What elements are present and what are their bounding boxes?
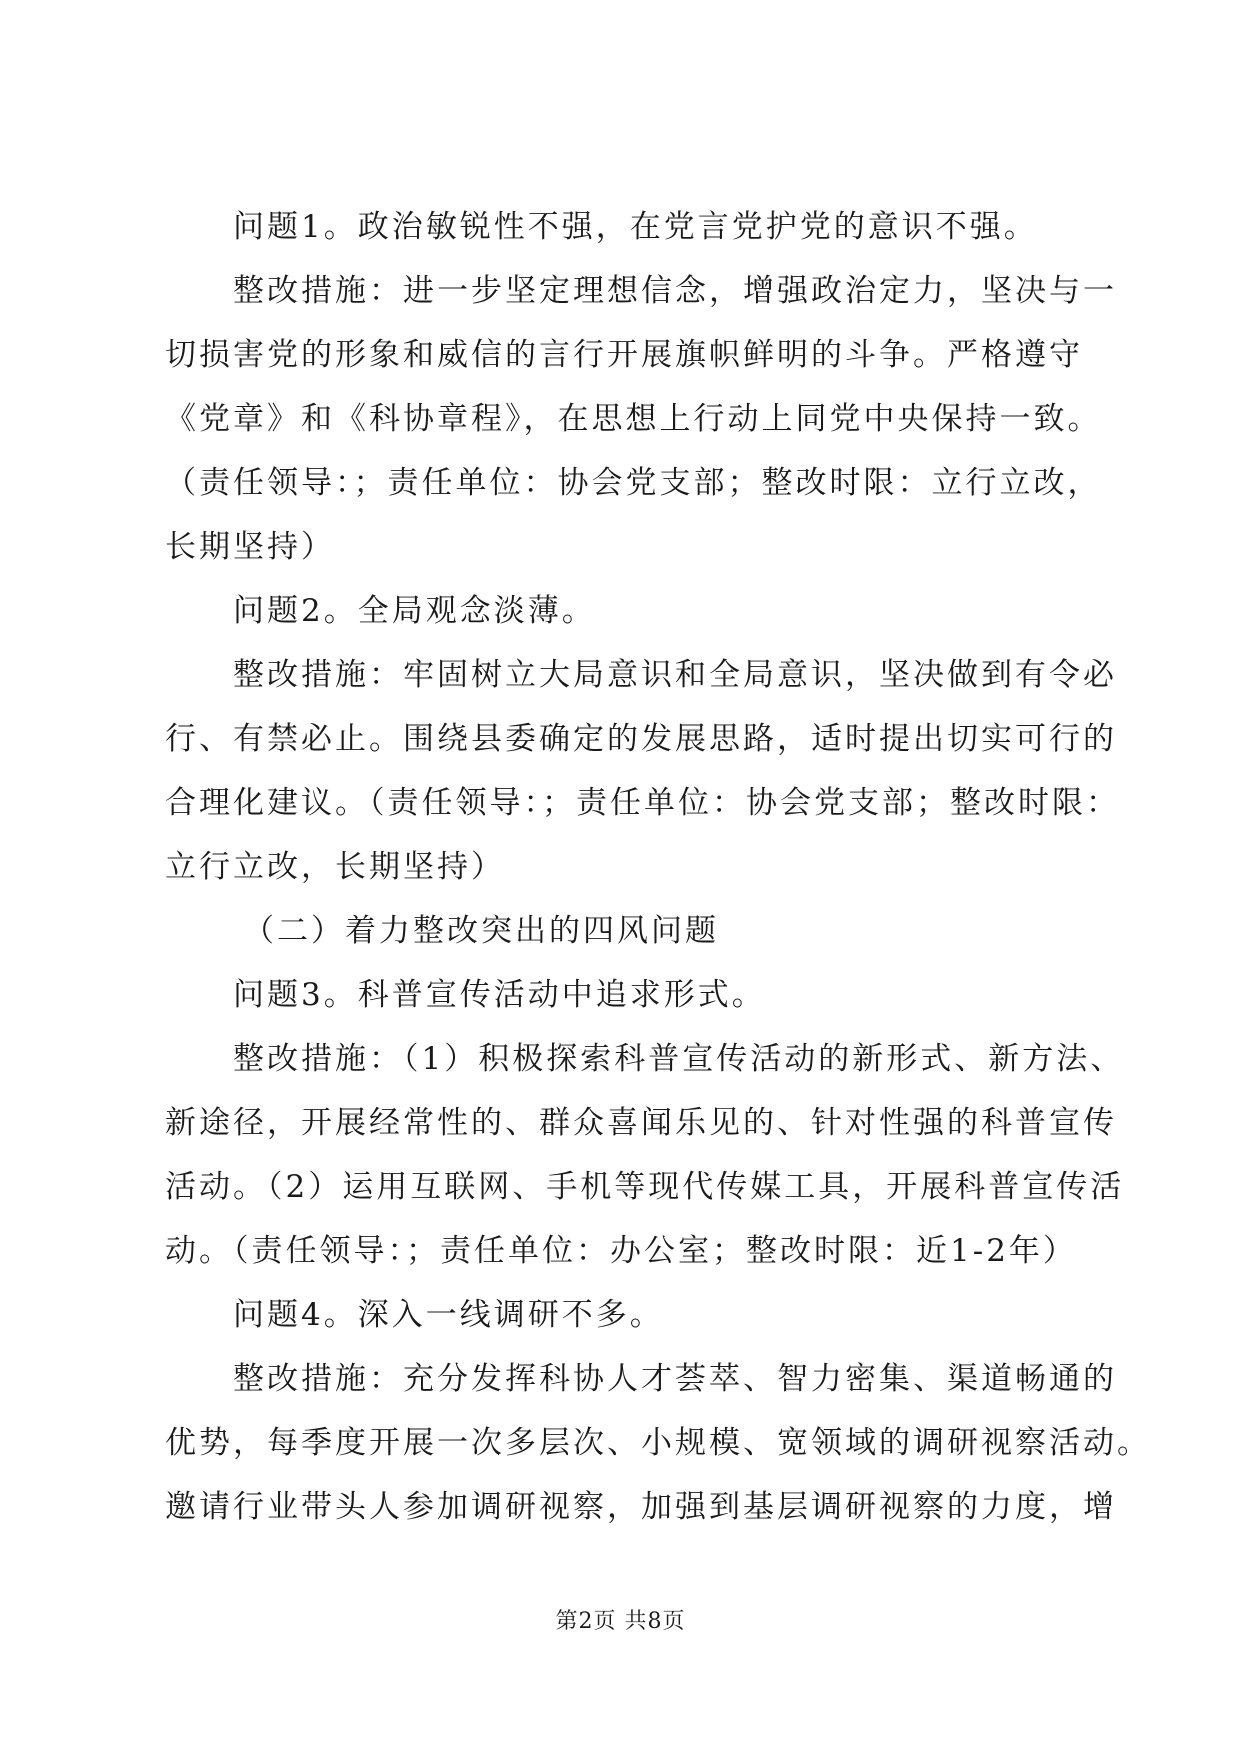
paragraph-line: 整改措施：充分发挥科协人才荟萃、智力密集、渠道畅通的	[233, 1361, 1117, 1397]
paragraph-line: 整改措施：进一步坚定理想信念，增强政治定力，坚决与一	[233, 273, 1117, 309]
paragraph-line: 《党章》和《科协章程》，在思想上行动上同党中央保持一致。	[165, 401, 1102, 437]
paragraph-line: 合理化建议。（责任领导：；责任单位：协会党支部；整改时限：	[165, 785, 1120, 821]
paragraph-line: 活动。（2）运用互联网、手机等现代传媒工具，开展科普宣传活	[165, 1169, 1125, 1205]
document-body	[165, 195, 1151, 1539]
paragraph-line: 邀请行业带头人参加调研视察，加强到基层调研视察的力度，增	[165, 1489, 1117, 1525]
paragraph-line: 新途径，开展经常性的、群众喜闻乐见的、针对性强的科普宣传	[165, 1105, 1117, 1141]
paragraph-line: 立行立改，长期坚持）	[165, 849, 505, 885]
paragraph-line: 长期坚持）	[165, 529, 335, 565]
paragraph-line: 问题2。全局观念淡薄。	[233, 593, 596, 629]
page-number-footer: 第2页 共8页	[555, 1609, 686, 1634]
paragraph-line: 优势，每季度开展一次多层次、小规模、宽领域的调研视察活动。	[165, 1425, 1151, 1461]
paragraph-line: 整改措施：牢固树立大局意识和全局意识，坚决做到有令必	[233, 657, 1117, 693]
paragraph-line: 问题3。科普宣传活动中追求形式。	[233, 977, 766, 1013]
paragraph-line: 行、有禁必止。围绕县委确定的发展思路，适时提出切实可行的	[165, 721, 1117, 757]
paragraph-line: 动。（责任领导：；责任单位：办公室；整改时限：近1-2年）	[165, 1233, 1077, 1269]
paragraph-line: 问题4。深入一线调研不多。	[233, 1297, 664, 1333]
paragraph-line: 问题1。政治敏锐性不强，在党言党护党的意识不强。	[233, 209, 1038, 245]
paragraph-line: 整改措施：（1）积极探索科普宣传活动的新形式、新方法、	[233, 1041, 1125, 1077]
paragraph-line: 切损害党的形象和威信的言行开展旗帜鲜明的斗争。严格遵守	[165, 337, 1083, 373]
paragraph-line: （责任领导：；责任单位：协会党支部；整改时限：立行立改，	[165, 465, 1102, 501]
section-heading: （二）着力整改突出的四风问题	[243, 913, 719, 949]
